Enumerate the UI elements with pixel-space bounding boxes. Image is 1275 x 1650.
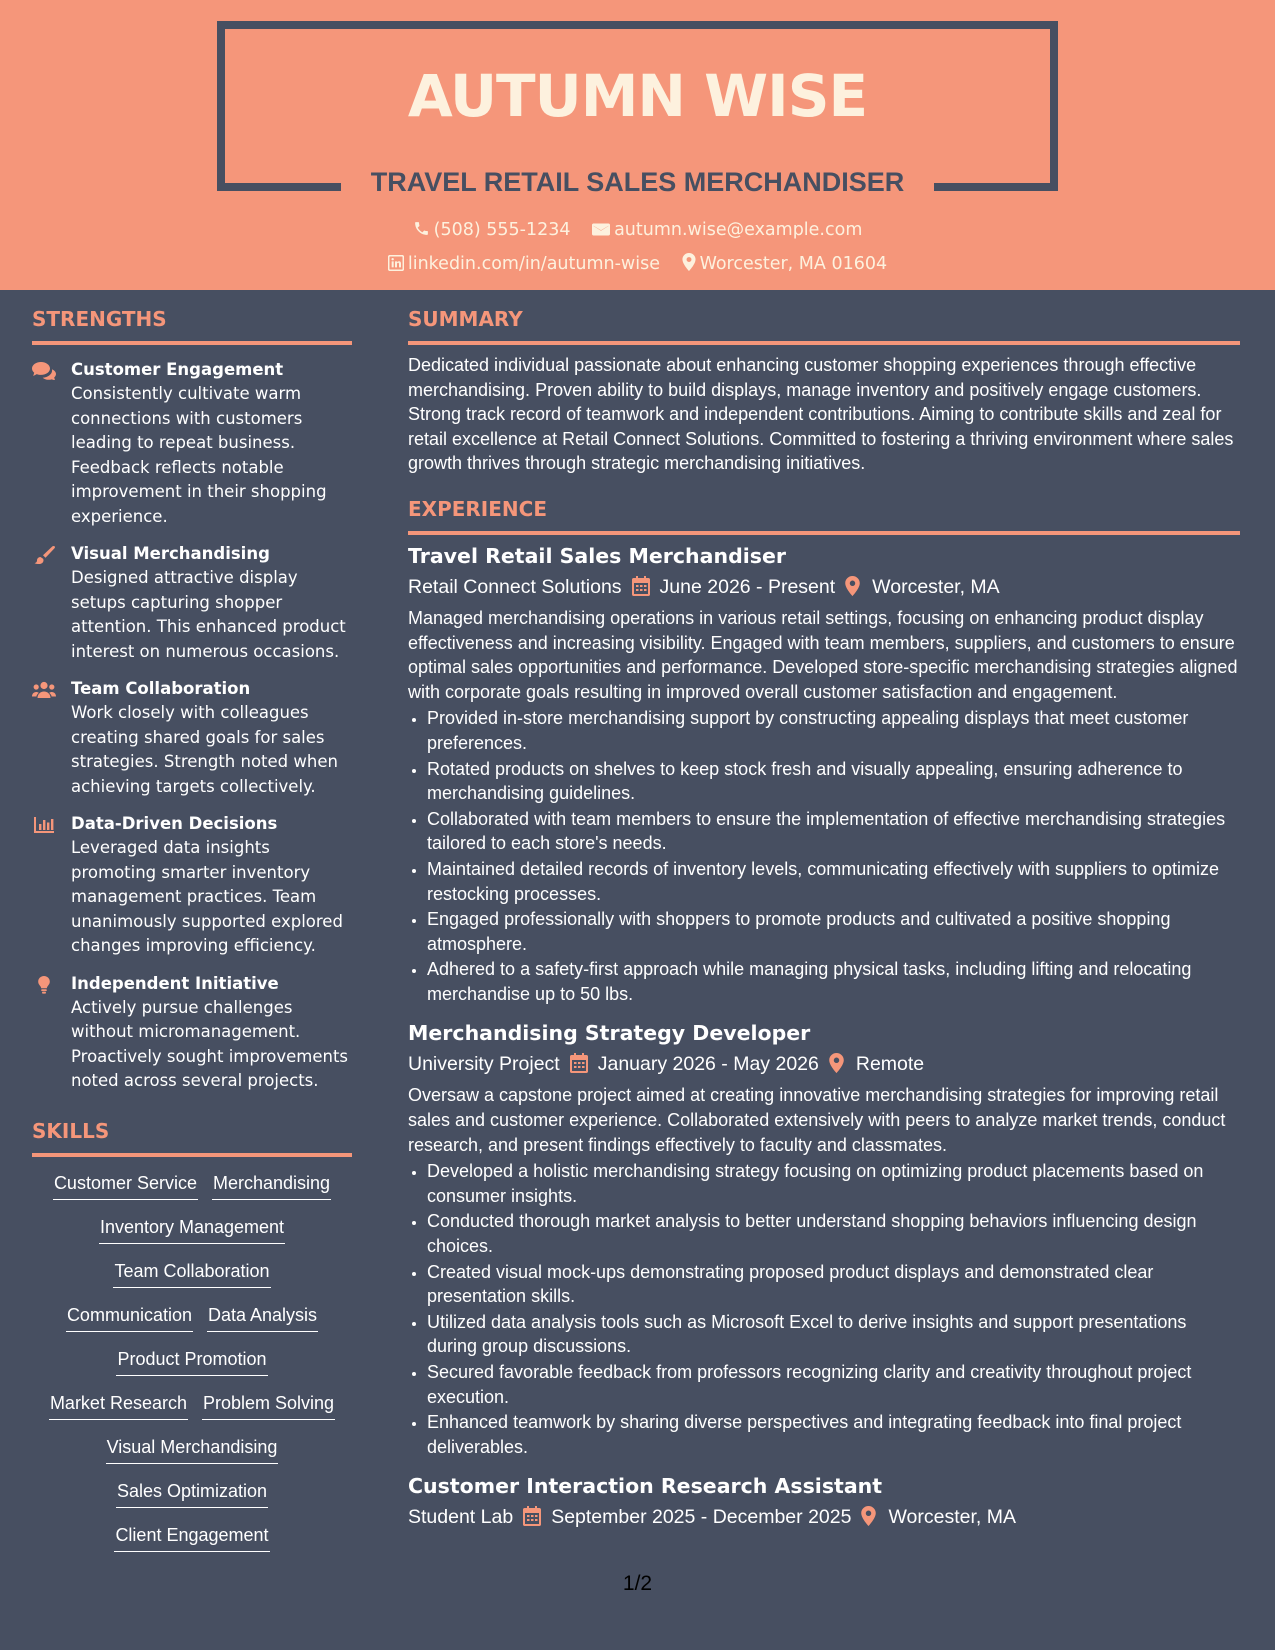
strength-title: Customer Engagement (71, 360, 284, 379)
strengths-heading: STRENGTHS (32, 307, 167, 331)
skill-tag: Sales Optimization (116, 1477, 268, 1508)
skill-tag: Product Promotion (116, 1345, 267, 1376)
skills-row (32, 1521, 352, 1553)
contact-linkedin[interactable] (388, 254, 660, 274)
left-column (32, 306, 352, 1553)
calendar-icon (523, 1506, 541, 1526)
strength-item (32, 359, 352, 529)
job-description: Managed merchandising operations in various retail settings, focusing on enhancing product display effectiveness and increasing visibility. Engaged with team members, suppliers, and customers to ensure optimal sales opportunities and performance. Developed store-specific merchandising strategies aligned with corporate goals resulting in improved overall customer satisfaction and engagement. (408, 607, 1238, 702)
candidate-job-title: TRAVEL RETAIL SALES MERCHANDISER (370, 167, 905, 197)
page-number: 1/2 (622, 1572, 653, 1595)
job-location: Worcester, MA (888, 1506, 1016, 1529)
job-bullet: • Utilized data analysis tools such as Microsoft Excel to derive insights and support presentations during group discussions. (427, 1310, 1240, 1359)
strength-item (32, 678, 352, 799)
strength-description: Leveraged data insights promoting smarter inventory management practices. Team unanimously supported explored changes improving efficiency. (71, 838, 343, 955)
skills-divider (32, 1153, 352, 1157)
skill-tag: Inventory Management (99, 1213, 285, 1244)
job-bullet: • Adhered to a safety-first approach while managing physical tasks, including lifting and relocating merchandise up to 50 lbs. (427, 957, 1240, 1006)
skills-row (32, 1257, 352, 1289)
summary-text: Dedicated individual passionate about enhancing customer shopping experiences through effective merchandising. Proven ability to build displays, manage inventory and positively engage customers. Strong track record of teamwork and independent contributions. Aiming to contribute skills and zeal for retail excellence at Retail Connect Solutions. Committed to fostering a thriving environment where sales growth thrives through strategic merchandising initiatives. (408, 355, 1234, 474)
job-title: Merchandising Strategy Developer (408, 1021, 811, 1046)
strength-title: Team Collaboration (71, 679, 251, 698)
job-bullets (408, 706, 1240, 1006)
job-bullet: • Maintained detailed records of inventory levels, communicating effectively with suppliers to optimize restocking processes. (427, 857, 1240, 906)
skills-row (32, 1213, 352, 1245)
resume-header (0, 0, 1275, 290)
job-bullet: • Conducted thorough market analysis to better understand shopping behaviors influencing design choices. (427, 1209, 1240, 1258)
strength-description: Designed attractive display setups capturing shopper attention. This enhanced product interest on numerous occasions. (71, 568, 346, 661)
bar-chart-icon (32, 816, 56, 834)
job-bullet: • Enhanced teamwork by sharing diverse perspectives and integrating feedback into final project deliverables. (427, 1410, 1240, 1459)
job-company: Retail Connect Solutions (408, 575, 622, 598)
envelope-icon (592, 222, 610, 237)
paintbrush-icon (32, 546, 56, 564)
strength-title: Visual Merchandising (71, 544, 270, 563)
experience-heading: EXPERIENCE (408, 496, 547, 521)
skill-tag: Team Collaboration (113, 1257, 270, 1288)
contact-linkedin-text: linkedin.com/in/autumn-wise (407, 254, 660, 274)
phone-icon (413, 220, 430, 237)
contact-phone-text: (508) 555-1234 (433, 220, 571, 240)
contact-row-secondary (0, 253, 1275, 274)
skills-row (32, 1477, 352, 1509)
skill-tag: Customer Service (53, 1169, 198, 1200)
job-bullet: • Provided in-store merchandising support by constructing appealing displays that meet customer preferences. (427, 706, 1240, 755)
job-bullet: • Developed a holistic merchandising strategy focusing on optimizing product placements based on consumer insights. (427, 1159, 1240, 1208)
skill-tag: Problem Solving (202, 1389, 335, 1420)
job-bullet: • Collaborated with team members to ensure the implementation of effective merchandising strategies tailored to each store's needs. (427, 807, 1240, 856)
job-meta (408, 572, 1240, 602)
job-company: University Project (408, 1053, 560, 1076)
job-title: Customer Interaction Research Assistant (408, 1474, 883, 1499)
skills-row (32, 1169, 352, 1201)
job-bullets (408, 1159, 1240, 1459)
job-company: Student Lab (408, 1506, 514, 1529)
users-icon (32, 681, 56, 699)
job-location: Worcester, MA (872, 575, 1000, 598)
contact-email-text: autumn.wise@example.com (614, 220, 863, 240)
job-description: Oversaw a capstone project aimed at creating innovative merchandising strategies for improving retail sales and customer experience. Collaborated extensively with peers to analyze market trends, conduct research, and present findings effectively to faculty and classmates. (408, 1085, 1226, 1155)
skill-tag: Market Research (49, 1389, 188, 1420)
skill-tag: Data Analysis (207, 1301, 318, 1332)
summary-heading: SUMMARY (408, 307, 523, 331)
job-bullet: • Secured favorable feedback from professors recognizing clarity and creativity throughout project execution. (427, 1360, 1240, 1409)
strength-item (32, 543, 352, 664)
strengths-divider (32, 341, 352, 345)
skills-row (32, 1301, 352, 1333)
job-bullet: • Engaged professionally with shoppers to promote products and cultivated a positive shopping atmosphere. (427, 907, 1240, 956)
experience-entry (408, 1473, 1240, 1532)
experience-divider (408, 531, 1240, 535)
calendar-icon (632, 576, 650, 596)
experience-entry (408, 1020, 1240, 1459)
strength-description: Work closely with colleagues creating shared goals for sales strategies. Strength noted when achieving targets collectively. (71, 703, 338, 796)
strength-description: Actively pursue challenges without micromanagement. Proactively sought improvements noted across several projects. (71, 997, 349, 1090)
map-pin-icon (682, 253, 696, 271)
skills-heading: SKILLS (32, 1118, 110, 1143)
contact-row-primary (0, 220, 1275, 240)
skill-tag: Merchandising (212, 1169, 331, 1200)
job-dates: January 2026 - May 2026 (597, 1053, 819, 1076)
experience-entry (408, 543, 1240, 1007)
skill-tag: Communication (66, 1301, 193, 1332)
job-bullet: • Rotated products on shelves to keep stock fresh and visually appealing, ensuring adherence to merchandising guidelines. (427, 757, 1240, 806)
strength-item (32, 973, 352, 1094)
comments-icon (32, 362, 56, 380)
strength-title: Independent Initiative (71, 973, 279, 993)
skill-tag: Visual Merchandising (106, 1433, 279, 1464)
skills-list (32, 1169, 352, 1553)
contact-location-text: Worcester, MA 01604 (699, 254, 888, 274)
job-location: Remote (855, 1053, 925, 1076)
job-title: Travel Retail Sales Merchandiser (408, 543, 786, 568)
contact-location (682, 253, 888, 274)
job-dates: June 2026 - Present (659, 575, 836, 598)
candidate-name: AUTUMN WISE (407, 62, 868, 130)
contact-email[interactable] (592, 220, 862, 240)
linkedin-icon (388, 255, 404, 271)
summary-divider (408, 341, 1240, 345)
skills-row (32, 1389, 352, 1421)
skill-tag: Client Engagement (114, 1521, 269, 1552)
job-meta (408, 1502, 1240, 1532)
strength-item (32, 813, 352, 959)
job-dates: September 2025 - December 2025 (551, 1506, 852, 1529)
strength-description: Consistently cultivate warm connections with customers leading to repeat business. Feedback reflects notable improvement in their shopping experience. (71, 384, 327, 526)
strength-title: Data-Driven Decisions (71, 814, 278, 833)
skills-row (32, 1433, 352, 1465)
skills-row (32, 1345, 352, 1377)
map-pin-icon (845, 576, 860, 596)
right-column (408, 306, 1240, 1532)
map-pin-icon (829, 1053, 844, 1073)
contact-phone[interactable] (413, 220, 571, 240)
job-meta (408, 1049, 1240, 1079)
job-bullet: • Created visual mock-ups demonstrating proposed product displays and demonstrated clear presentation skills. (427, 1260, 1240, 1309)
map-pin-icon (861, 1506, 876, 1526)
calendar-icon (570, 1053, 588, 1073)
lightbulb-icon (32, 976, 56, 994)
